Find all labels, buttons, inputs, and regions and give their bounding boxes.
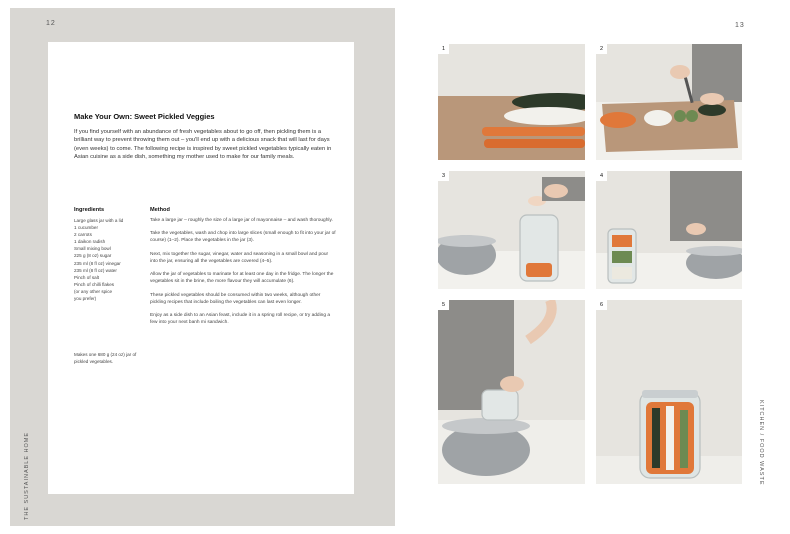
page-number-right: 13: [735, 22, 745, 29]
method-step: These pickled vegetables should be consumed within two weeks, although other pickling recipes that include boiling the vegetables can last even longer.: [150, 292, 321, 305]
recipe-intro: If you find yourself with an abundance of fresh vegetables about to go off, then pickling them is a brilliant way to prevent throwing them out – you'll end up with a delicious snack that will last for days (even weeks) to come. The following recipe is inspired by sweet pickled vegetables typically eaten in Asian cuisine as a side dish, something my mother used to make for our family meals.: [74, 129, 332, 161]
photo-slicing-vegetables: [596, 44, 742, 160]
photo-finished-jar: [596, 300, 742, 484]
ingredient-item: 225 g (8 oz) sugar: [74, 253, 112, 259]
ingredient-item: 235 ml (8 fl oz) water: [74, 267, 117, 273]
method-step: Take a large jar – roughly the size of a large jar of mayonnaise – and wash thoroughly.: [150, 218, 333, 223]
photo-number: 6: [596, 300, 607, 310]
ingredient-item: Large glass jar with a lid: [74, 218, 124, 223]
ingredient-item: 235 ml (8 fl oz) vinegar: [74, 260, 121, 266]
method-step: Enjoy as a side dish to an Asian feast, include it in a spring roll recipe, or try adding a few into your next banh mi sandwich.: [150, 312, 330, 325]
ingredient-item: 1 daikon radish: [74, 239, 106, 245]
ingredient-item: Pinch of chilli flakes: [74, 281, 115, 287]
method-step: Take the vegetables, wash and chop into large slices (small enough to fit into your jar of course) (1–2). Place the vegetables in the jar (3).: [150, 231, 336, 244]
ingredient-item: you prefer): [74, 296, 97, 302]
photo-filling-jar: [438, 171, 585, 289]
left-page: [10, 8, 395, 526]
page-number-left: 12: [46, 20, 56, 27]
method-step: Allow the jar of vegetables to marinate for at least one day in the fridge. The longer the vegetables sit in the brine, the more flavour they will accumulate (6).: [150, 272, 334, 285]
running-head-left-text: THE SUSTAINABLE HOME: [24, 431, 30, 520]
photo-number: 3: [438, 171, 449, 181]
running-head-right-text: KITCHEN / FOOD WASTE: [758, 400, 764, 486]
photo-number: 1: [438, 44, 449, 54]
ingredient-item: 2 carrots: [74, 232, 92, 238]
method-heading: Method: [150, 207, 170, 213]
photo-pouring-brine: [438, 300, 585, 484]
ingredients-list: [74, 217, 142, 302]
photo-adding-sugar: [596, 171, 742, 289]
method-steps: [150, 217, 336, 332]
running-head-left: [22, 410, 32, 520]
recipe-title: Make Your Own: Sweet Pickled Veggies: [74, 112, 215, 121]
photo-number: 5: [438, 300, 449, 310]
ingredients-heading: Ingredients: [74, 207, 105, 213]
photo-number: 4: [596, 171, 607, 181]
ingredient-item: Pinch of salt: [74, 274, 100, 280]
photo-vegetables-on-board: [438, 44, 585, 160]
method-step: Next, mix together the sugar, vinegar, water and seasoning in a small bowl and pour into the jar, ensuring all the vegetables are covered (4–5).: [150, 251, 329, 264]
ingredient-item: Small mixing bowl: [74, 246, 111, 252]
recipe-yield: Makes one 680 g (24 oz) jar of pickled vegetables.: [74, 352, 137, 364]
ingredient-item: 1 cucumber: [74, 225, 99, 231]
recipe-card: [48, 42, 354, 494]
photo-number: 2: [596, 44, 607, 54]
ingredient-item: (or any other spice: [74, 288, 113, 294]
running-head-right: [756, 400, 766, 510]
